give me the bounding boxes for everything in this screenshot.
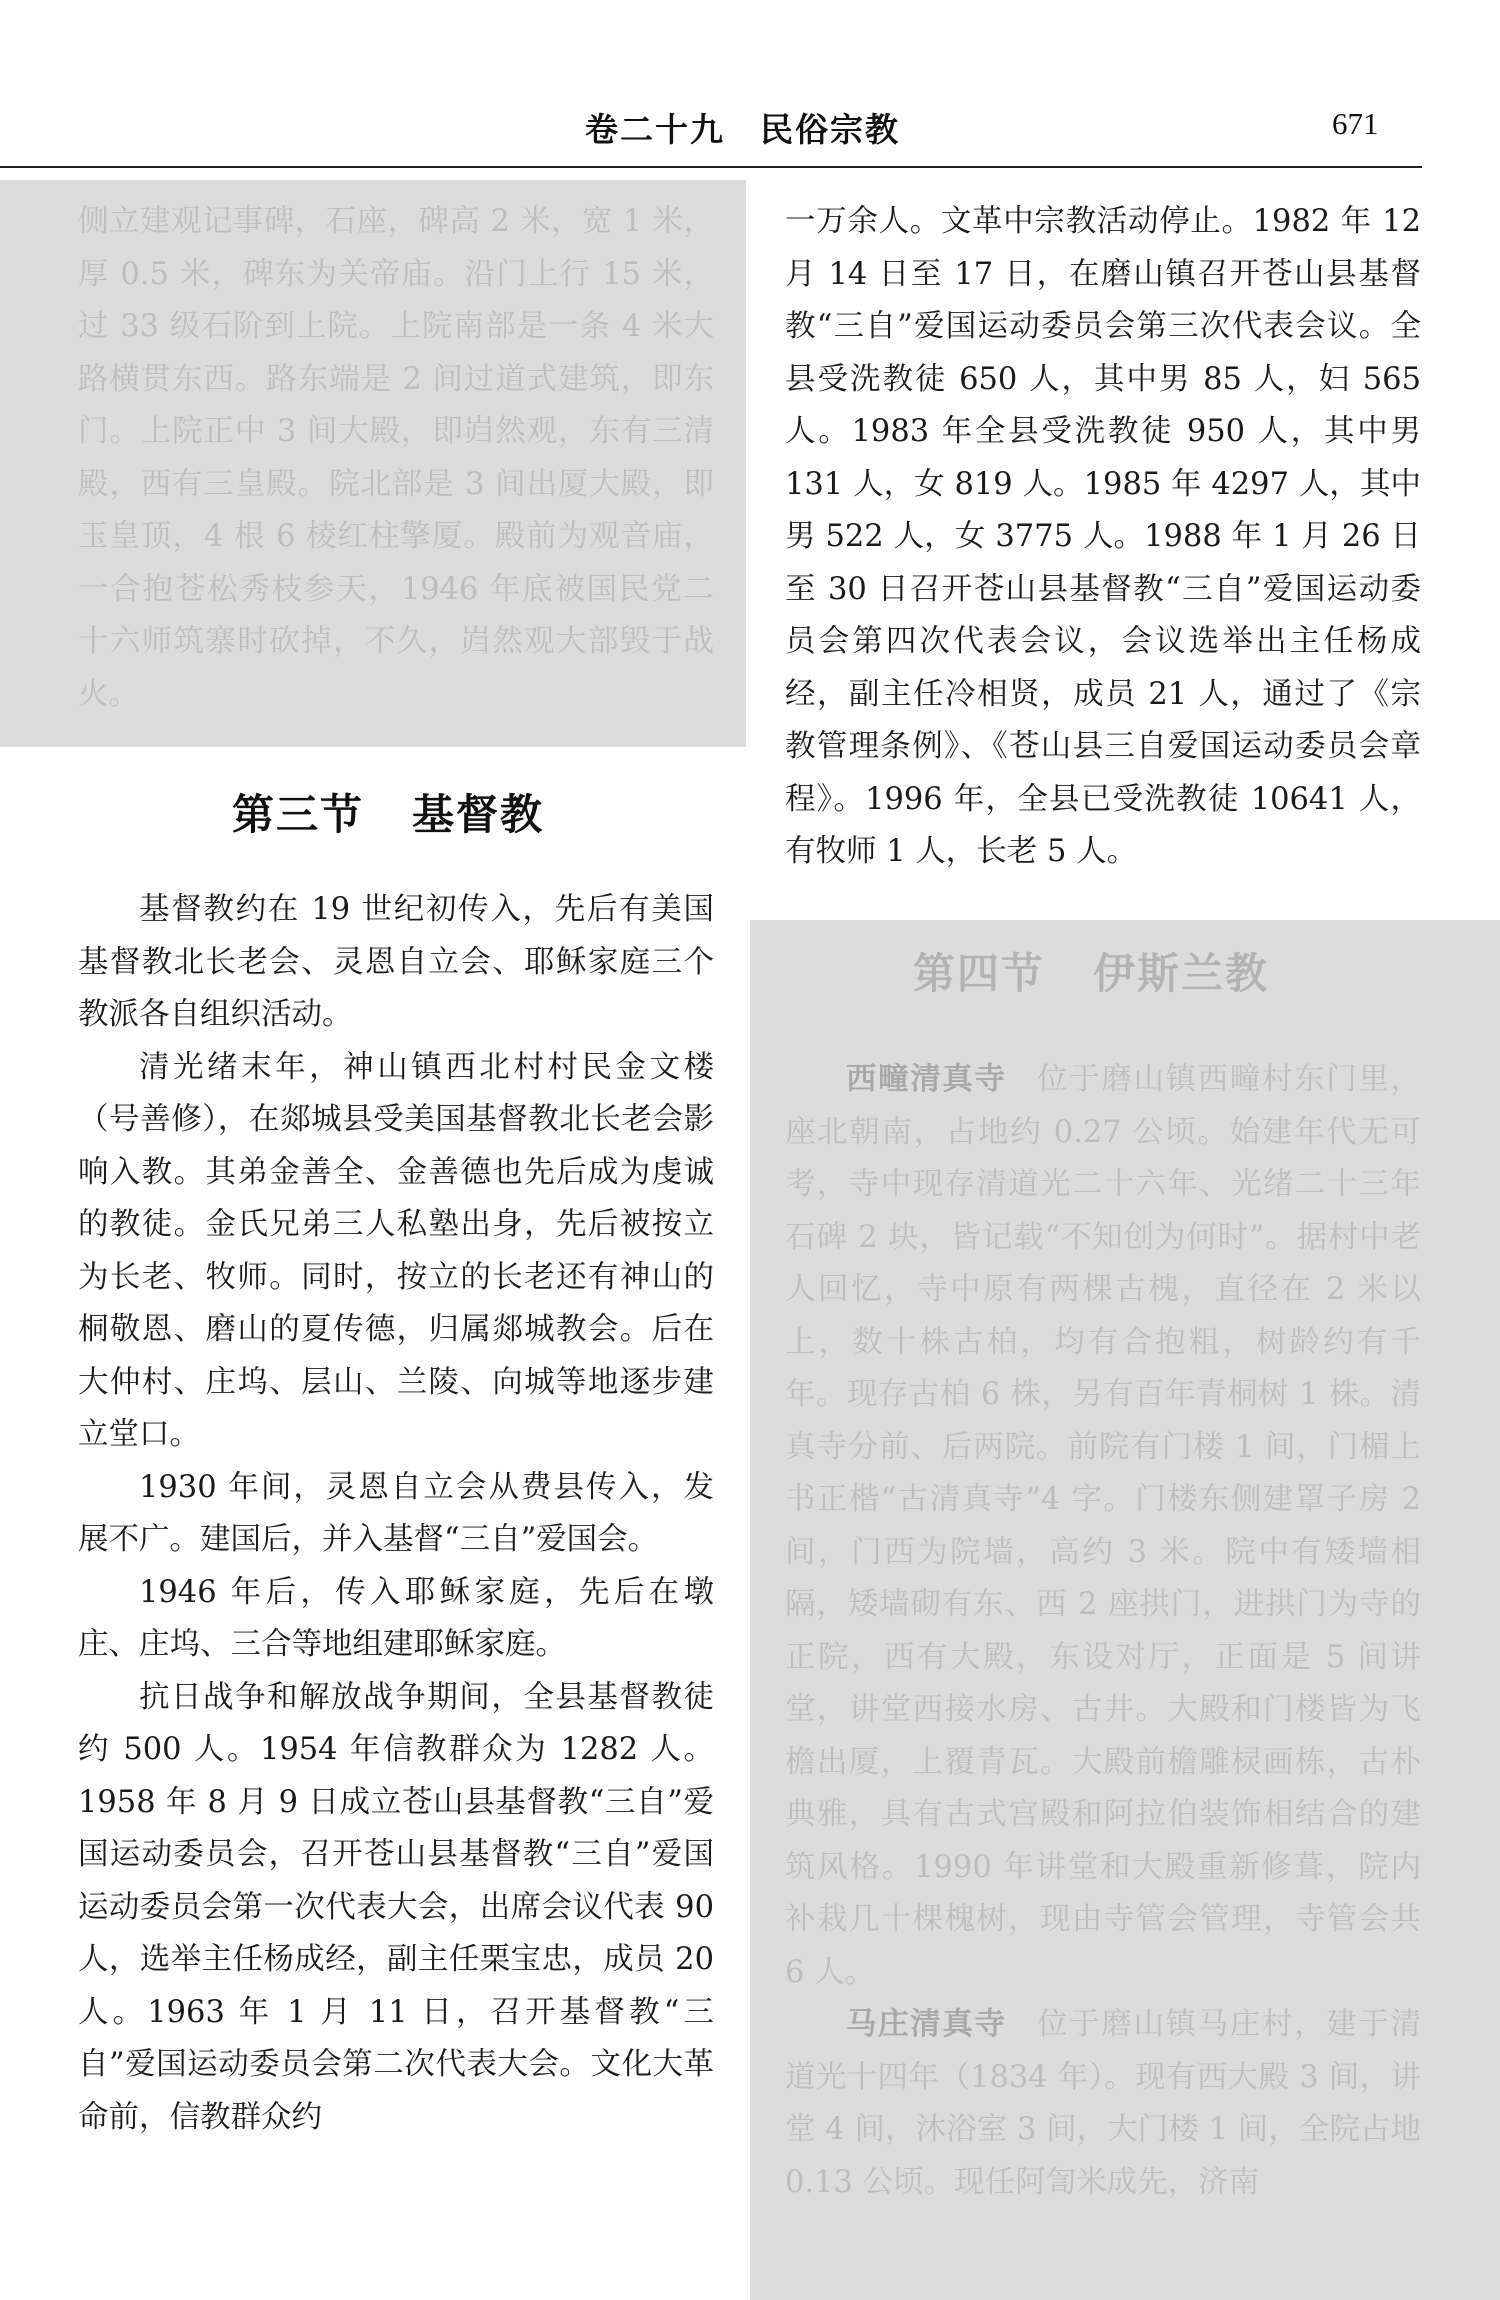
paragraph: 清光绪末年，神山镇西北村村民金文楼（号善修），在郯城县受美国基督教北长老会影响入教。其弟金善全、金善德也先后成为虔诚的教徒。金氏兄弟三人私塾出身，先后被按立为长老、牧师。同时，按立的长老还有神山的桐敬恩、磨山的夏传德，归属郯城教会。后在大仲村、庄坞、层山、兰陵、向城等地逐步建立堂口。 [78,1049,714,1452]
entry-name: 西疃清真寺 [846,1062,1007,1097]
entry-text: 位于磨山镇西疃村东门里，座北朝南，占地约 0.27 公顷。始建年代无可考，寺中现存清道光二十六年、光绪二十三年石碑 2 块，皆记载“不知创为何时”。据村中老人回忆，寺中原有两棵古槐，直径在 2 米以上，数十株古柏，均有合抱粗，树龄约有千年。现存古柏 6 株，另有百年青桐树 1 株。清真寺分前、后两院。前院有门楼 1 间，门楣上书正楷“古清真寺”4 字。门楼东侧建罩子房 2 间，门西为院墙，高约 3 米。院中有矮墙相隔，矮墙砌有东、西 2 座拱门，进拱门为寺的正院，西有大殿，东设对厅，正面是 5 间讲堂，讲堂西接水房、古井。大殿和门楼皆为飞檐出厦，上覆青瓦。大殿前檐雕棂画栋，古朴典雅，具有古式宫殿和阿拉伯装饰相结合的建筑风格。1990 年讲堂和大殿重新修葺，院内补栽几十棵槐树，现由寺管会管理，寺管会共 6 人。 [785,1062,1421,1990]
entry-text: 位于磨山镇马庄村，建于清道光十四年（1834 年）。现有西大殿 3 间，讲堂 4 间，沐浴室 3 间，大门楼 1 间，全院占地 0.13 公顷。现任阿訇米成先，济南 [785,2007,1421,2200]
section-3-body [78,884,714,2144]
section-4-title [913,941,1269,1001]
section-3-name: 基督教 [412,790,545,839]
paragraph: 1946 年后，传入耶稣家庭，先后在墩庄、庄坞、三合等地组建耶稣家庭。 [78,1574,714,1662]
section-4-body [785,1054,1421,2209]
left-top-paragraph [78,196,714,721]
section-3-number: 第三节 [232,790,365,839]
page-number: 671 [1332,106,1379,141]
section-3-continuation [785,196,1421,879]
paragraph: 1930 年间，灵恩自立会从费县传入，发展不广。建国后，并入基督“三自”爱国会。 [78,1469,714,1557]
paragraph: 一万余人。文革中宗教活动停止。1982 年 12 月 14 日至 17 日，在磨山镇召开苍山县基督教“三自”爱国运动委员会第三次代表会议。全县受洗教徒 650 人，其中男 85 人，妇 565 人。1983 年全县受洗教徒 950 人，其中男 131 人，女 819 人。1985 年 4297 人，其中男 522 人，女 3775 人。1988 年 1 月 26 日至 30 日召开苍山县基督教“三自”爱国运动委员会第四次代表会议，会议选举出主任杨成经，副主任冷相贤，成员 21 人，通过了《宗教管理条例》、《苍山县三自爱国运动委员会章程》。1996 年，全县已受洗教徒 10641 人，有牧师 1 人，长老 5 人。 [785,204,1421,869]
paragraph: 基督教约在 19 世纪初传入，先后有美国基督教北长老会、灵恩自立会、耶稣家庭三个教派各自组织活动。 [78,892,714,1032]
section-4-number: 第四节 [913,949,1046,998]
section-3-title [232,782,544,842]
entry-name: 马庄清真寺 [846,2007,1007,2042]
header-rule [0,166,1422,168]
paragraph: 侧立建观记事碑，石座，碑高 2 米，宽 1 米，厚 0.5 米，碑东为关帝庙。沿门上行 15 米，过 33 级石阶到上院。上院南部是一条 4 米大路横贯东西。路东端是 2 间过道式建筑，即东门。上院正中 3 间大殿，即岿然观，东有三清殿，西有三皇殿。院北部是 3 间出厦大殿，即玉皇顶，4 根 6 棱红柱擎厦。殿前为观音庙，一合抱苍松秀枝参天，1946 年底被国民党二十六师筑寨时砍掉，不久，岿然观大部毁于战火。 [78,204,714,712]
mosque-entry [785,1054,1421,1999]
running-head: 卷二十九 民俗宗教 [585,110,900,149]
section-4-name: 伊斯兰教 [1093,949,1270,998]
mosque-entry [785,1999,1421,2209]
paragraph: 抗日战争和解放战争期间，全县基督教徒约 500 人。1954 年信教群众为 1282 人。1958 年 8 月 9 日成立苍山县基督教“三自”爱国运动委员会，召开苍山县基督教“三自”爱国运动委员会第一次代表大会，出席会议代表 90 人，选举主任杨成经，副主任栗宝忠，成员 20 人。1963 年 1 月 11 日，召开基督教“三自”爱国运动委员会第二次代表大会。文化大革命前，信教群众约 [78,1679,714,2135]
